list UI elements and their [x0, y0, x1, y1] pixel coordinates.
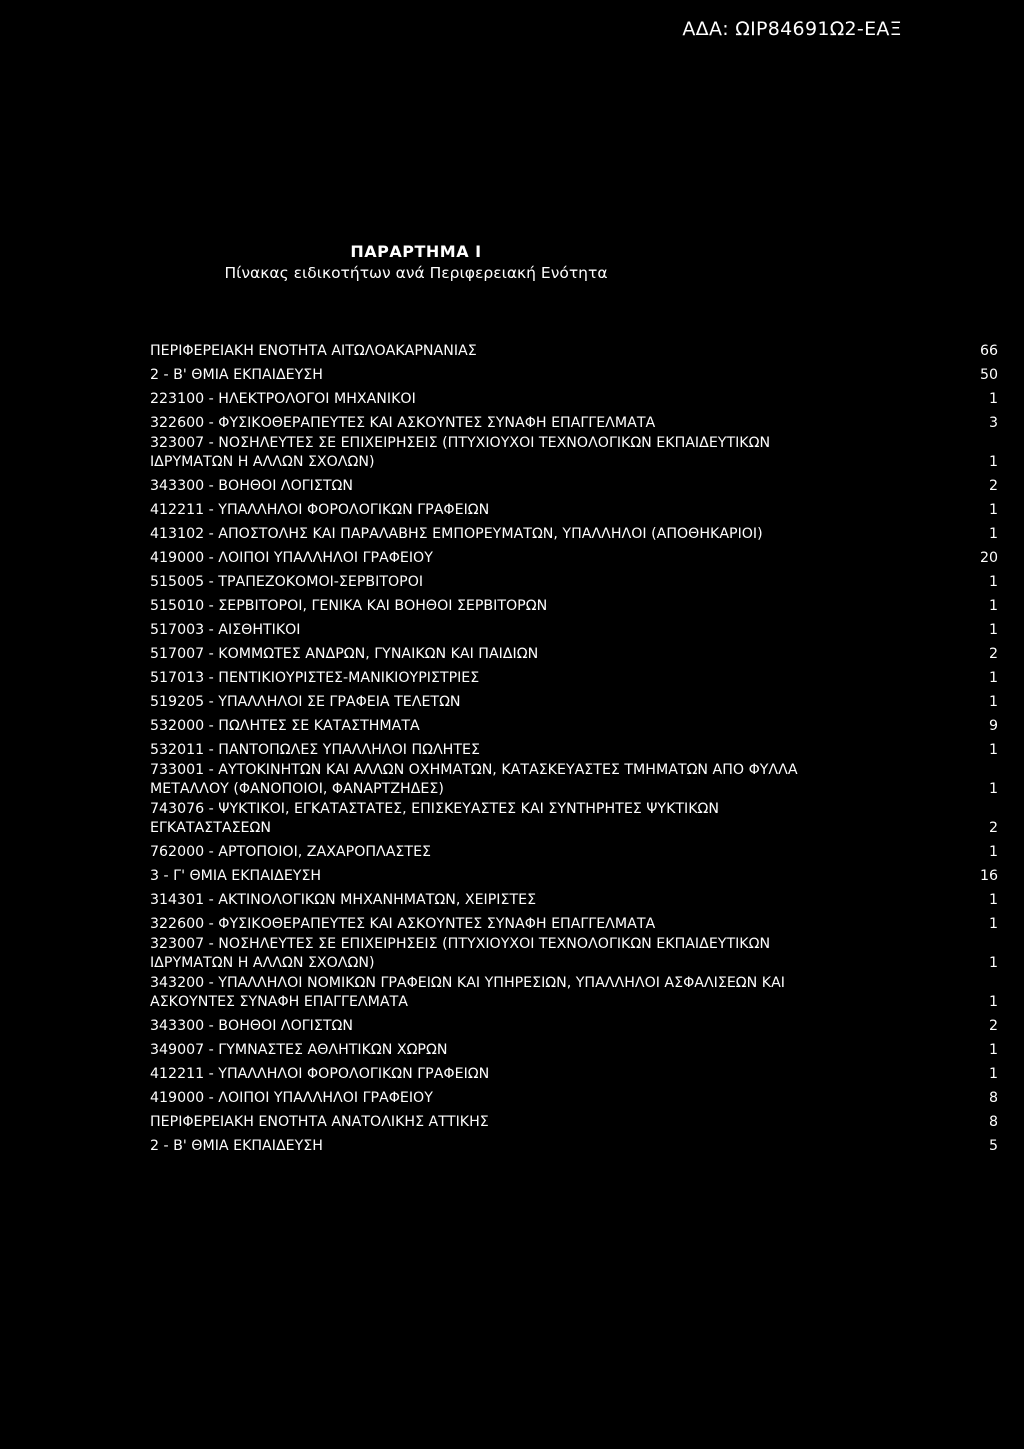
- row-count: 2: [988, 1018, 998, 1034]
- row-label: 532000 - ΠΩΛΗΤΕΣ ΣΕ ΚΑΤΑΣΤΗΜΑΤΑ: [150, 718, 420, 734]
- row-count: 1: [988, 670, 998, 686]
- row-label: 762000 - ΑΡΤΟΠΟΙΟΙ, ΖΑΧΑΡΟΠΛΑΣΤΕΣ: [150, 844, 431, 860]
- row-count: 1: [988, 526, 998, 542]
- row-label: 419000 - ΛΟΙΠΟΙ ΥΠΑΛΛΗΛΟΙ ΓΡΑΦΕΙΟΥ: [150, 550, 433, 566]
- table-row: [150, 915, 998, 935]
- table-row: [150, 800, 998, 839]
- row-label: 343300 - ΒΟΗΘΟΙ ΛΟΓΙΣΤΩΝ: [150, 1018, 353, 1034]
- table-row: [150, 597, 998, 617]
- ada-code: ΑΔΑ: ΩΙΡ84691Ω2-ΕΑΞ: [682, 18, 902, 40]
- row-label: 517007 - ΚΟΜΜΩΤΕΣ ΑΝΔΡΩΝ, ΓΥΝΑΙΚΩΝ ΚΑΙ ΠΑΙΔΙΩΝ: [150, 646, 539, 662]
- row-count: 2: [988, 646, 998, 662]
- row-label: 322600 - ΦΥΣΙΚΟΘΕΡΑΠΕΥΤΕΣ ΚΑΙ ΑΣΚΟΥΝΤΕΣ ΣΥΝΑΦΗ ΕΠΑΓΓΕΛΜΑΤΑ: [150, 415, 656, 431]
- row-count: 2: [988, 478, 998, 494]
- row-count: 1: [988, 598, 998, 614]
- table-row: [150, 434, 998, 473]
- row-count: 1: [988, 955, 998, 971]
- row-count: 1: [988, 391, 998, 407]
- row-count: 1: [988, 454, 998, 470]
- row-label: 517013 - ΠΕΝΤΙΚΙΟΥΡΙΣΤΕΣ-ΜΑΝΙΚΙΟΥΡΙΣΤΡΙΕΣ: [150, 670, 480, 686]
- table-row: [150, 761, 998, 800]
- row-count: 1: [988, 1066, 998, 1082]
- row-count: 1: [988, 994, 998, 1010]
- row-label: 515005 - ΤΡΑΠΕΖΟΚΟΜΟΙ-ΣΕΡΒΙΤΟΡΟΙ: [150, 574, 424, 590]
- table-row: [150, 935, 998, 974]
- table-row: [150, 414, 998, 434]
- row-label: 343300 - ΒΟΗΘΟΙ ΛΟΓΙΣΤΩΝ: [150, 478, 353, 494]
- row-count: 16: [979, 868, 998, 884]
- row-label: 349007 - ΓΥΜΝΑΣΤΕΣ ΑΘΛΗΤΙΚΩΝ ΧΩΡΩΝ: [150, 1042, 448, 1058]
- row-count: 1: [988, 742, 998, 758]
- row-label: 314301 - ΑΚΤΙΝΟΛΟΓΙΚΩΝ ΜΗΧΑΝΗΜΑΤΩΝ, ΧΕΙΡΙΣΤΕΣ: [150, 892, 537, 908]
- row-count: 3: [988, 415, 998, 431]
- table-row: [150, 891, 998, 911]
- row-count: 1: [988, 622, 998, 638]
- table-row: [150, 717, 998, 737]
- row-label: 223100 - ΗΛΕΚΤΡΟΛΟΓΟΙ ΜΗΧΑΝΙΚΟΙ: [150, 391, 416, 407]
- table-row: [150, 1089, 998, 1109]
- specialties-table: [150, 342, 998, 1161]
- table-row: [150, 573, 998, 593]
- row-label: 412211 - ΥΠΑΛΛΗΛΟΙ ΦΟΡΟΛΟΓΙΚΩΝ ΓΡΑΦΕΙΩΝ: [150, 502, 490, 518]
- row-count: 50: [979, 367, 998, 383]
- table-row: [150, 867, 998, 887]
- table-row: [150, 501, 998, 521]
- row-label: 517003 - ΑΙΣΘΗΤΙΚΟΙ: [150, 622, 301, 638]
- table-row: [150, 390, 998, 410]
- row-count: 1: [988, 844, 998, 860]
- row-count: 1: [988, 892, 998, 908]
- row-label: 532011 - ΠΑΝΤΟΠΩΛΕΣ ΥΠΑΛΛΗΛΟΙ ΠΩΛΗΤΕΣ: [150, 742, 480, 758]
- row-label: 323007 - ΝΟΣΗΛΕΥΤΕΣ ΣΕ ΕΠΙΧΕΙΡΗΣΕΙΣ (ΠΤΥΧΙΟΥΧΟΙ ΤΕΧΝΟΛΟΓΙΚΩΝ ΕΚΠΑΙΔΕΥΤΙΚΩΝ ΙΔΡΥΜΑΤΩΝ Η ΑΛΛΩΝ ΣΧΟΛΩΝ): [150, 434, 771, 470]
- row-label: 2 - Β' ΘΜΙΑ ΕΚΠΑΙΔΕΥΣΗ: [150, 367, 323, 383]
- row-label: 413102 - ΑΠΟΣΤΟΛΗΣ ΚΑΙ ΠΑΡΑΛΑΒΗΣ ΕΜΠΟΡΕΥΜΑΤΩΝ, ΥΠΑΛΛΗΛΟΙ (ΑΠΟΘΗΚΑΡΙΟΙ): [150, 526, 763, 542]
- row-label: ΠΕΡΙΦΕΡΕΙΑΚΗ ΕΝΟΤΗΤΑ ΑΝΑΤΟΛΙΚΗΣ ΑΤΤΙΚΗΣ: [150, 1114, 489, 1130]
- table-row: [150, 621, 998, 641]
- row-count: 1: [988, 781, 998, 797]
- row-label: 743076 - ΨΥΚΤΙΚΟΙ, ΕΓΚΑΤΑΣΤΑΤΕΣ, ΕΠΙΣΚΕΥΑΣΤΕΣ ΚΑΙ ΣΥΝΤΗΡΗΤΕΣ ΨΥΚΤΙΚΩΝ ΕΓΚΑΤΑΣΤΑΣΕΩΝ: [150, 800, 720, 836]
- table-row: [150, 1113, 998, 1133]
- table-row: [150, 1041, 998, 1061]
- table-row: [150, 1017, 998, 1037]
- row-label: ΠΕΡΙΦΕΡΕΙΑΚΗ ΕΝΟΤΗΤΑ ΑΙΤΩΛΟΑΚΑΡΝΑΝΙΑΣ: [150, 343, 477, 359]
- row-count: 1: [988, 574, 998, 590]
- row-label: 322600 - ΦΥΣΙΚΟΘΕΡΑΠΕΥΤΕΣ ΚΑΙ ΑΣΚΟΥΝΤΕΣ ΣΥΝΑΦΗ ΕΠΑΓΓΕΛΜΑΤΑ: [150, 916, 656, 932]
- table-row: [150, 525, 998, 545]
- table-row: [150, 974, 998, 1013]
- table-row: [150, 342, 998, 362]
- row-label: 2 - Β' ΘΜΙΑ ΕΚΠΑΙΔΕΥΣΗ: [150, 1138, 323, 1154]
- document-subtitle: Πίνακας ειδικοτήτων ανά Περιφερειακή Ενότητα: [224, 264, 608, 282]
- row-count: 1: [988, 916, 998, 932]
- table-row: [150, 741, 998, 761]
- table-row: [150, 1065, 998, 1085]
- row-label: 733001 - ΑΥΤΟΚΙΝΗΤΩΝ ΚΑΙ ΑΛΛΩΝ ΟΧΗΜΑΤΩΝ, ΚΑΤΑΣΚΕΥΑΣΤΕΣ ΤΜΗΜΑΤΩΝ ΑΠΟ ΦΥΛΛΑ ΜΕΤΑΛΛΟΥ (ΦΑΝΟΠΟΙΟΙ, ΦΑΝΑΡΤΖΗΔΕΣ): [150, 761, 798, 797]
- row-count: 66: [979, 343, 998, 359]
- document-title: ΠΑΡΑΡΤΗΜΑ Ι: [350, 242, 482, 261]
- row-count: 1: [988, 502, 998, 518]
- row-label: 343200 - ΥΠΑΛΛΗΛΟΙ ΝΟΜΙΚΩΝ ΓΡΑΦΕΙΩΝ ΚΑΙ ΥΠΗΡΕΣΙΩΝ, ΥΠΑΛΛΗΛΟΙ ΑΣΦΑΛΙΣΕΩΝ ΚΑΙ ΑΣΚΟΥΝΤΕΣ ΣΥΝΑΦΗ ΕΠΑΓΓΕΛΜΑΤΑ: [150, 974, 785, 1010]
- row-count: 1: [988, 694, 998, 710]
- row-count: 1: [988, 1042, 998, 1058]
- row-label: 515010 - ΣΕΡΒΙΤΟΡΟΙ, ΓΕΝΙΚΑ ΚΑΙ ΒΟΗΘΟΙ ΣΕΡΒΙΤΟΡΩΝ: [150, 598, 548, 614]
- table-row: [150, 477, 998, 497]
- row-label: 412211 - ΥΠΑΛΛΗΛΟΙ ΦΟΡΟΛΟΓΙΚΩΝ ΓΡΑΦΕΙΩΝ: [150, 1066, 490, 1082]
- table-row: [150, 669, 998, 689]
- table-row: [150, 1137, 998, 1157]
- row-count: 8: [988, 1090, 998, 1106]
- row-label: 3 - Γ' ΘΜΙΑ ΕΚΠΑΙΔΕΥΣΗ: [150, 868, 322, 884]
- row-label: 323007 - ΝΟΣΗΛΕΥΤΕΣ ΣΕ ΕΠΙΧΕΙΡΗΣΕΙΣ (ΠΤΥΧΙΟΥΧΟΙ ΤΕΧΝΟΛΟΓΙΚΩΝ ΕΚΠΑΙΔΕΥΤΙΚΩΝ ΙΔΡΥΜΑΤΩΝ Η ΑΛΛΩΝ ΣΧΟΛΩΝ): [150, 935, 771, 971]
- row-count: 9: [988, 718, 998, 734]
- row-label: 419000 - ΛΟΙΠΟΙ ΥΠΑΛΛΗΛΟΙ ΓΡΑΦΕΙΟΥ: [150, 1090, 433, 1106]
- row-count: 20: [979, 550, 998, 566]
- table-row: [150, 549, 998, 569]
- row-count: 2: [988, 820, 998, 836]
- row-label: 519205 - ΥΠΑΛΛΗΛΟΙ ΣΕ ΓΡΑΦΕΙΑ ΤΕΛΕΤΩΝ: [150, 694, 461, 710]
- table-row: [150, 843, 998, 863]
- table-row: [150, 366, 998, 386]
- row-count: 8: [988, 1114, 998, 1130]
- row-count: 5: [988, 1138, 998, 1154]
- table-row: [150, 645, 998, 665]
- table-row: [150, 693, 998, 713]
